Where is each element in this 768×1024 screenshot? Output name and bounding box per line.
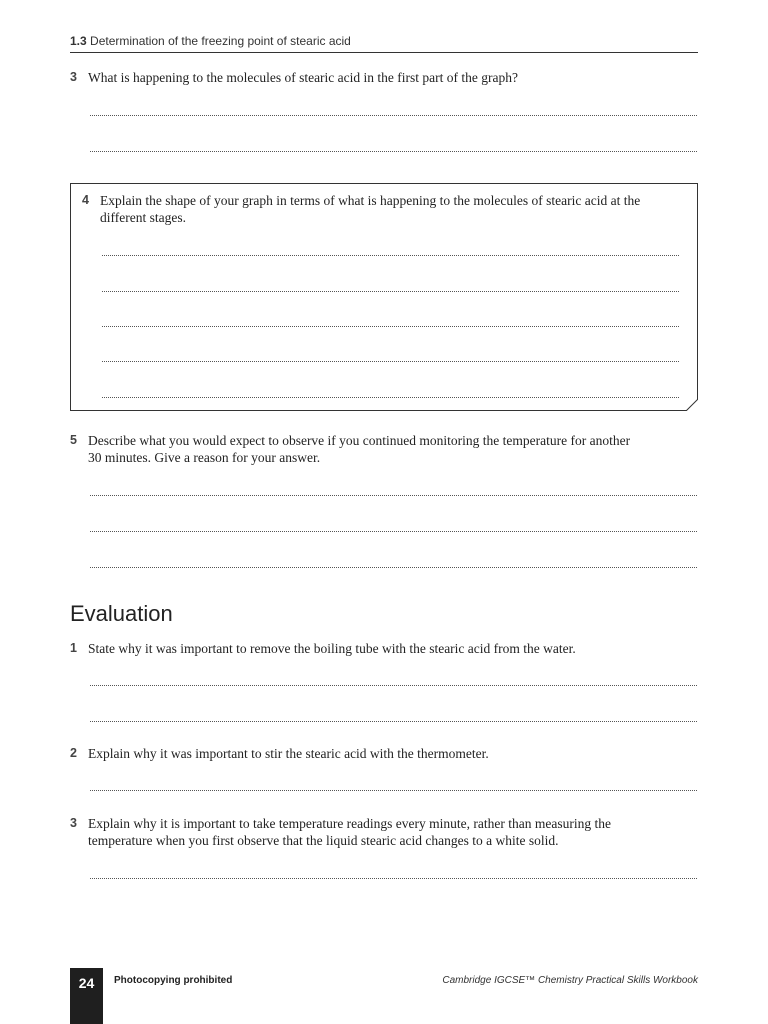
- answer-line[interactable]: [90, 495, 697, 496]
- evaluation-question-2: [70, 745, 698, 765]
- answer-line[interactable]: [102, 361, 679, 362]
- question-text: Explain why it is important to take temperature readings every minute, rather than measuring the: [88, 816, 611, 831]
- question-text: Describe what you would expect to observe if you continued monitoring the temperature for another: [88, 433, 631, 448]
- question-number: 2: [70, 746, 77, 760]
- question-text-line-2: 30 minutes. Give a reason for your answer.: [88, 450, 321, 465]
- answer-line[interactable]: [90, 531, 697, 532]
- section-title: Determination of the freezing point of stearic acid: [90, 34, 351, 48]
- answer-line[interactable]: [90, 878, 697, 879]
- section-number: 1.3: [70, 34, 87, 48]
- question-number: 4: [82, 193, 89, 207]
- book-title: Cambridge IGCSE™ Chemistry Practical Skills Workbook: [442, 975, 698, 986]
- answer-line[interactable]: [90, 151, 697, 152]
- question-text-line-2: temperature when you first observe that the liquid stearic acid changes to a white solid.: [88, 833, 559, 848]
- answer-line[interactable]: [102, 326, 679, 327]
- answer-line[interactable]: [102, 291, 679, 292]
- answer-line[interactable]: [90, 685, 697, 686]
- question-number: 3: [70, 816, 77, 830]
- question-number: 1: [70, 641, 77, 655]
- answer-line[interactable]: [90, 790, 697, 791]
- question-text: Explain the shape of your graph in terms of what is happening to the molecules of stearic acid at the: [100, 193, 641, 208]
- question-5: [70, 432, 698, 468]
- answer-line[interactable]: [90, 721, 697, 722]
- question-4: [82, 192, 682, 228]
- question-number: 3: [70, 70, 77, 84]
- page-header: [70, 34, 698, 53]
- corner-fold-icon: [686, 399, 698, 411]
- question-number: 5: [70, 433, 77, 447]
- evaluation-question-1: [70, 640, 698, 660]
- question-text: What is happening to the molecules of stearic acid in the first part of the graph?: [88, 70, 518, 85]
- answer-line[interactable]: [90, 567, 697, 568]
- answer-line[interactable]: [102, 255, 679, 256]
- evaluation-question-3: [70, 815, 698, 851]
- copyright-notice: Photocopying prohibited: [114, 975, 233, 986]
- question-text: State why it was important to remove the boiling tube with the stearic acid from the water.: [88, 641, 576, 656]
- question-text-line-2: different stages.: [100, 210, 186, 225]
- answer-line[interactable]: [90, 115, 697, 116]
- evaluation-heading: Evaluation: [70, 601, 173, 626]
- page-number: 24: [70, 968, 103, 1024]
- question-3: [70, 69, 698, 89]
- answer-line[interactable]: [102, 397, 679, 398]
- question-text: Explain why it was important to stir the stearic acid with the thermometer.: [88, 746, 489, 761]
